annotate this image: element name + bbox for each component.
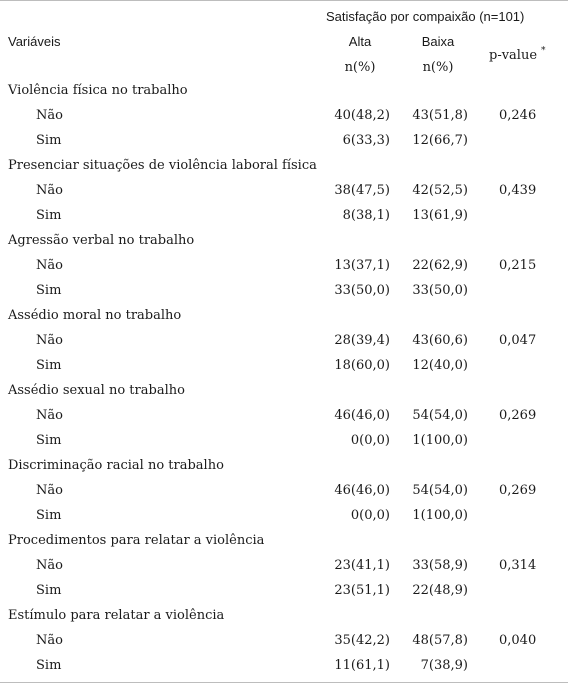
cell-baixa: 48(57,8) xyxy=(412,633,468,648)
cell-baixa: 22(62,9) xyxy=(412,258,468,273)
row-label: Sim xyxy=(36,208,62,223)
variable-group-title: Assédio sexual no trabalho xyxy=(8,383,185,398)
cell-alta: 28(39,4) xyxy=(334,333,390,348)
cell-pvalue: 0,040 xyxy=(499,633,537,648)
col-alta-header: Alta xyxy=(348,34,372,49)
cell-pvalue: 0,269 xyxy=(499,483,537,498)
cell-alta: 46(46,0) xyxy=(334,408,390,423)
row-label: Não xyxy=(36,408,63,423)
col-pvalue-header xyxy=(489,48,546,65)
cell-alta: 0(0,0) xyxy=(350,508,390,523)
cell-baixa: 54(54,0) xyxy=(412,408,468,423)
variable-group-title: Violência física no trabalho xyxy=(8,83,188,98)
cell-alta: 35(42,2) xyxy=(334,633,390,648)
cell-alta: 6(33,3) xyxy=(342,133,390,148)
row-label: Sim xyxy=(36,358,62,373)
cell-pvalue: 0,439 xyxy=(499,183,537,198)
cell-alta: 46(46,0) xyxy=(334,483,390,498)
cell-pvalue: 0,269 xyxy=(499,408,537,423)
cell-baixa: 43(51,8) xyxy=(412,108,468,123)
row-label: Sim xyxy=(36,583,62,598)
row-label: Não xyxy=(36,633,63,648)
cell-baixa: 33(50,0) xyxy=(412,283,468,298)
cell-baixa: 1(100,0) xyxy=(412,433,468,448)
variable-group-title: Agressão verbal no trabalho xyxy=(8,233,195,248)
cell-alta: 40(48,2) xyxy=(334,108,390,123)
cell-baixa: 12(66,7) xyxy=(412,133,468,148)
variable-group-title: Assédio moral no trabalho xyxy=(8,308,182,323)
cell-alta: 38(47,5) xyxy=(334,183,390,198)
cell-baixa: 12(40,0) xyxy=(412,358,468,373)
pvalue-label: p-value xyxy=(489,48,538,63)
row-label: Sim xyxy=(36,433,62,448)
cell-alta: 18(60,0) xyxy=(334,358,390,373)
cell-baixa: 43(60,6) xyxy=(412,333,468,348)
cell-pvalue: 0,047 xyxy=(499,333,537,348)
cell-baixa: 13(61,9) xyxy=(412,208,468,223)
cell-alta: 8(38,1) xyxy=(342,208,390,223)
row-label: Sim xyxy=(36,658,62,673)
row-label: Não xyxy=(36,558,63,573)
col-baixa-unit: n(%) xyxy=(422,60,454,75)
cell-alta: 23(41,1) xyxy=(334,558,390,573)
cell-alta: 13(37,1) xyxy=(334,258,390,273)
cell-alta: 0(0,0) xyxy=(350,433,390,448)
variables-header: Variáveis xyxy=(8,34,61,49)
cell-baixa: 1(100,0) xyxy=(412,508,468,523)
row-label: Sim xyxy=(36,283,62,298)
col-alta-unit: n(%) xyxy=(344,60,376,75)
pvalue-footnote-mark: * xyxy=(541,46,546,56)
table-top-rule xyxy=(0,0,568,1)
cell-pvalue: 0,246 xyxy=(499,108,537,123)
cell-baixa: 22(48,9) xyxy=(412,583,468,598)
row-label: Não xyxy=(36,483,63,498)
variable-group-title: Discriminação racial no trabalho xyxy=(8,458,224,473)
cell-baixa: 54(54,0) xyxy=(412,483,468,498)
cell-alta: 33(50,0) xyxy=(334,283,390,298)
col-baixa-header: Baixa xyxy=(421,34,455,49)
row-label: Não xyxy=(36,108,63,123)
cell-pvalue: 0,215 xyxy=(499,258,537,273)
cell-baixa: 33(58,9) xyxy=(412,558,468,573)
variable-group-title: Procedimentos para relatar a violência xyxy=(8,533,265,548)
row-label: Não xyxy=(36,258,63,273)
row-label: Não xyxy=(36,333,63,348)
cell-baixa: 7(38,9) xyxy=(420,658,468,673)
cell-alta: 11(61,1) xyxy=(334,658,390,673)
row-label: Sim xyxy=(36,133,62,148)
group-title: Satisfação por compaixão (n=101) xyxy=(326,9,525,24)
row-label: Sim xyxy=(36,508,62,523)
variable-group-title: Presenciar situações de violência laboral física xyxy=(8,158,317,173)
cell-baixa: 42(52,5) xyxy=(412,183,468,198)
cell-pvalue: 0,314 xyxy=(499,558,537,573)
row-label: Não xyxy=(36,183,63,198)
variable-group-title: Estímulo para relatar a violência xyxy=(8,608,225,623)
cell-alta: 23(51,1) xyxy=(334,583,390,598)
